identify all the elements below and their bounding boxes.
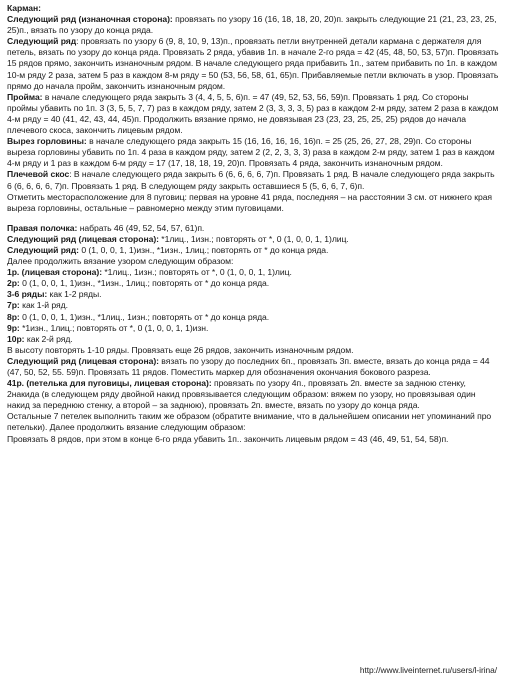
pocket-row-label: Следующий ряд (изнаночная сторона): xyxy=(7,14,173,25)
pattern-row-label: 3-6 ряды: xyxy=(7,289,48,300)
pattern-row xyxy=(7,334,499,345)
pattern-row-text: как 2-й ряд. xyxy=(24,333,73,344)
next-row-paragraph xyxy=(7,356,499,378)
remaining-buttonholes-text: Остальные 7 петелек выполнить таким же образом (обратите внимание, что в дальнейшем описании нет упоминаний про петельки). Далее продолжить вязание следующим образом: xyxy=(7,411,492,433)
section-gap xyxy=(7,214,499,223)
buttonhole-paragraph xyxy=(7,378,499,411)
pattern-row xyxy=(7,267,499,278)
right-front-row-2-label: Следующий ряд: xyxy=(7,244,79,255)
pocket-heading: Карман: xyxy=(7,3,41,13)
repeat-text: В высоту повторять 1-10 ряды. Провязать еще 26 рядов, закончить изнаночным рядом. xyxy=(7,344,354,355)
neckline-text: в начале следующего ряда закрыть 15 (16, 16, 16, 16, 16)п. = 25 (25, 26, 27, 28, 29)п. Со стороны выреза горловины убавить по 1п. 4 раза в каждом ряду, затем 2 (2, 2, 3, 3, 3) раза в каждом 2-м ряду, затем 1 раз в каждом 4-м ряду и 1 раз в каждом 6-м ряду = 17 (17, 18, 18, 19, 20)п. Провязать 4 ряда, закончить изнаночным рядом. xyxy=(7,136,495,169)
pocket-paragraph-2 xyxy=(7,36,499,91)
pattern-row-text: 0 (1, 0, 0, 1, 1)изн., *1изн., 1лиц.; повторять от * до конца ряда. xyxy=(19,278,270,289)
buttonhole-text: провязать по узору 4п., провязать 2п. вместе за заднюю стенку, 2накида (в следующем ряду двойной накид провязывается следующим образом: вяжем по узору, но провязывая один накид за переднюю стенку, а второй – за заднюю), провязать 2п. вместе, вязать по узору до конца ряда. xyxy=(7,378,476,411)
shoulder-label: Плечевой скос xyxy=(7,169,70,180)
right-front-row-1 xyxy=(7,234,499,245)
armhole-text: в начале следующего ряда закрыть 3 (4, 4, 5, 5, 6)п. = 47 (49, 52, 53, 56, 59)п. Провязать 1 ряд. Со стороны проймы убавить по 1п. 3 (3, 5, 5, 7, 7) раз в каждом ряду, затем 2 (3, 3, 3, 3, 5) раз в каждом 2-м ряду, затем 2 раза в каждом 4-м ряду = 40 (41, 42, 43, 44, 45)п. Продолжить вязание прямо, не довязывая 23 (23, 23, 25, 25, 25) рядов до начала плечевого скоса, закончить лицевым рядом. xyxy=(7,91,499,136)
pattern-row-label: 9р: xyxy=(7,322,20,333)
right-front-row-1-label: Следующий ряд (лицевая сторона): xyxy=(7,233,159,244)
right-front-paragraph xyxy=(7,223,499,234)
watermark-url: http://www.liveinternet.ru/users/l-irina/ xyxy=(359,664,497,675)
next-row-text: вязать по узору до последних 6п., провязать 3п. вместе, вязать до конца ряда = 44 (47, 50, 52, 55. 59)п. Провязать 11 рядов. Поместить маркер для обозначения окончания бокового разреза. xyxy=(7,355,490,377)
shoulder-text: : В начале следующего ряда закрыть 6 (6, 6, 6, 6, 7)п. Провязать 1 ряд. В начале следующего ряда закрыть 6 (6, 6, 6, 6, 7)п. Провязать 1 ряд. В следующем ряду закрыть оставшиеся 5 (5, 6, 6, 7, 6)п. xyxy=(7,169,495,191)
final-text: Провязать 8 рядов, при этом в конце 6-го ряда убавить 1п.. закончить лицевым рядом = 43 (46, 49, 51, 54, 58)п. xyxy=(7,433,449,444)
pattern-row-label: 8р: xyxy=(7,311,20,322)
right-front-label: Правая полочка: xyxy=(7,222,78,233)
right-front-text: набрать 46 (49, 52, 54, 57, 61)п. xyxy=(77,222,205,233)
armhole-label: Пройма: xyxy=(7,91,43,102)
pattern-row xyxy=(7,323,499,334)
pattern-row xyxy=(7,312,499,323)
pocket-row-text: провязать по узору 16 (16, 18, 18, 20, 20)п. закрыть следующие 21 (21, 23, 23, 25, 25)п., вязать по узору до конца ряда. xyxy=(7,14,497,36)
armhole-paragraph xyxy=(7,92,499,136)
pattern-row xyxy=(7,300,499,311)
pattern-row-label: 10р: xyxy=(7,333,25,344)
neckline-paragraph xyxy=(7,136,499,169)
pocket-paragraph-1 xyxy=(7,14,499,36)
continue-text: Далее продолжить вязание узором следующим образом: xyxy=(7,256,234,267)
neckline-label: Вырез горловины: xyxy=(7,136,87,147)
pattern-row-label: 7р: xyxy=(7,300,20,311)
shoulder-paragraph xyxy=(7,169,499,191)
pattern-row-text: 0 (1, 0, 0, 1, 1)изн., *1лиц., 1изн.; повторять от * до конца ряда. xyxy=(19,311,270,322)
right-front-row-2 xyxy=(7,245,499,256)
pocket-next-row-text: : провязать по узору 6 (9, 8, 10, 9, 13)п., провязать петли внутренней детали кармана с держателя для петель, вязать по узору до конца ряда. Провязать 2 ряда, убавив 1п. в начале 2-го ряда = 42 (45, 48, 50, 53, 57)п. Провязать 15 рядов прямо, закончить изнаночным рядом. В начале следующего ряда прибавить 1п., затем прибавить по 1п. в каждом 10-м ряду 2 раза, затем 5 раз в каждом 8-м ряду = 50 (53, 56, 58, 61, 65)п. Прибавляемые петли включать в узор. Провязать прямо до начала пройм, закончить изнаночным рядом. xyxy=(7,36,499,91)
pattern-row-text: как 1-й ряд. xyxy=(19,300,68,311)
buttons-note: Отметить месторасположение для 8 пуговиц: первая на уровне 41 ряда, последняя – на расстоянии 3 см. от нижнего края выреза горловины, остальные – равномерно между этим пуговицами. xyxy=(7,191,493,213)
next-row-label: Следующий ряд (лицевая сторона): xyxy=(7,355,159,366)
pattern-row-label: 2р: xyxy=(7,278,20,289)
right-front-row-1-text: *1лиц., 1изн.; повторять от *, 0 (1, 0, 0, 1, 1)лиц. xyxy=(158,233,349,244)
pattern-row-text: *1изн., 1лиц.; повторять от *, 0 (1, 0, 0, 1, 1)изн. xyxy=(19,322,209,333)
pattern-row-text: как 1-2 ряды. xyxy=(47,289,102,300)
buttonhole-label: 41р. (петелька для пуговицы, лицевая сторона): xyxy=(7,378,212,389)
pocket-next-row-label: Следующий ряд xyxy=(7,36,77,47)
pattern-row xyxy=(7,289,499,300)
pattern-row xyxy=(7,278,499,289)
pattern-row-text: *1лиц., 1изн.; повторять от *, 0 (1, 0, 0, 1, 1)лиц. xyxy=(102,267,292,278)
right-front-row-2-text: 0 (1, 0, 0, 1, 1)изн., *1изн., 1лиц.; повторять от * до конца ряда. xyxy=(78,244,329,255)
pattern-row-label: 1р. (лицевая сторона): xyxy=(7,267,103,278)
